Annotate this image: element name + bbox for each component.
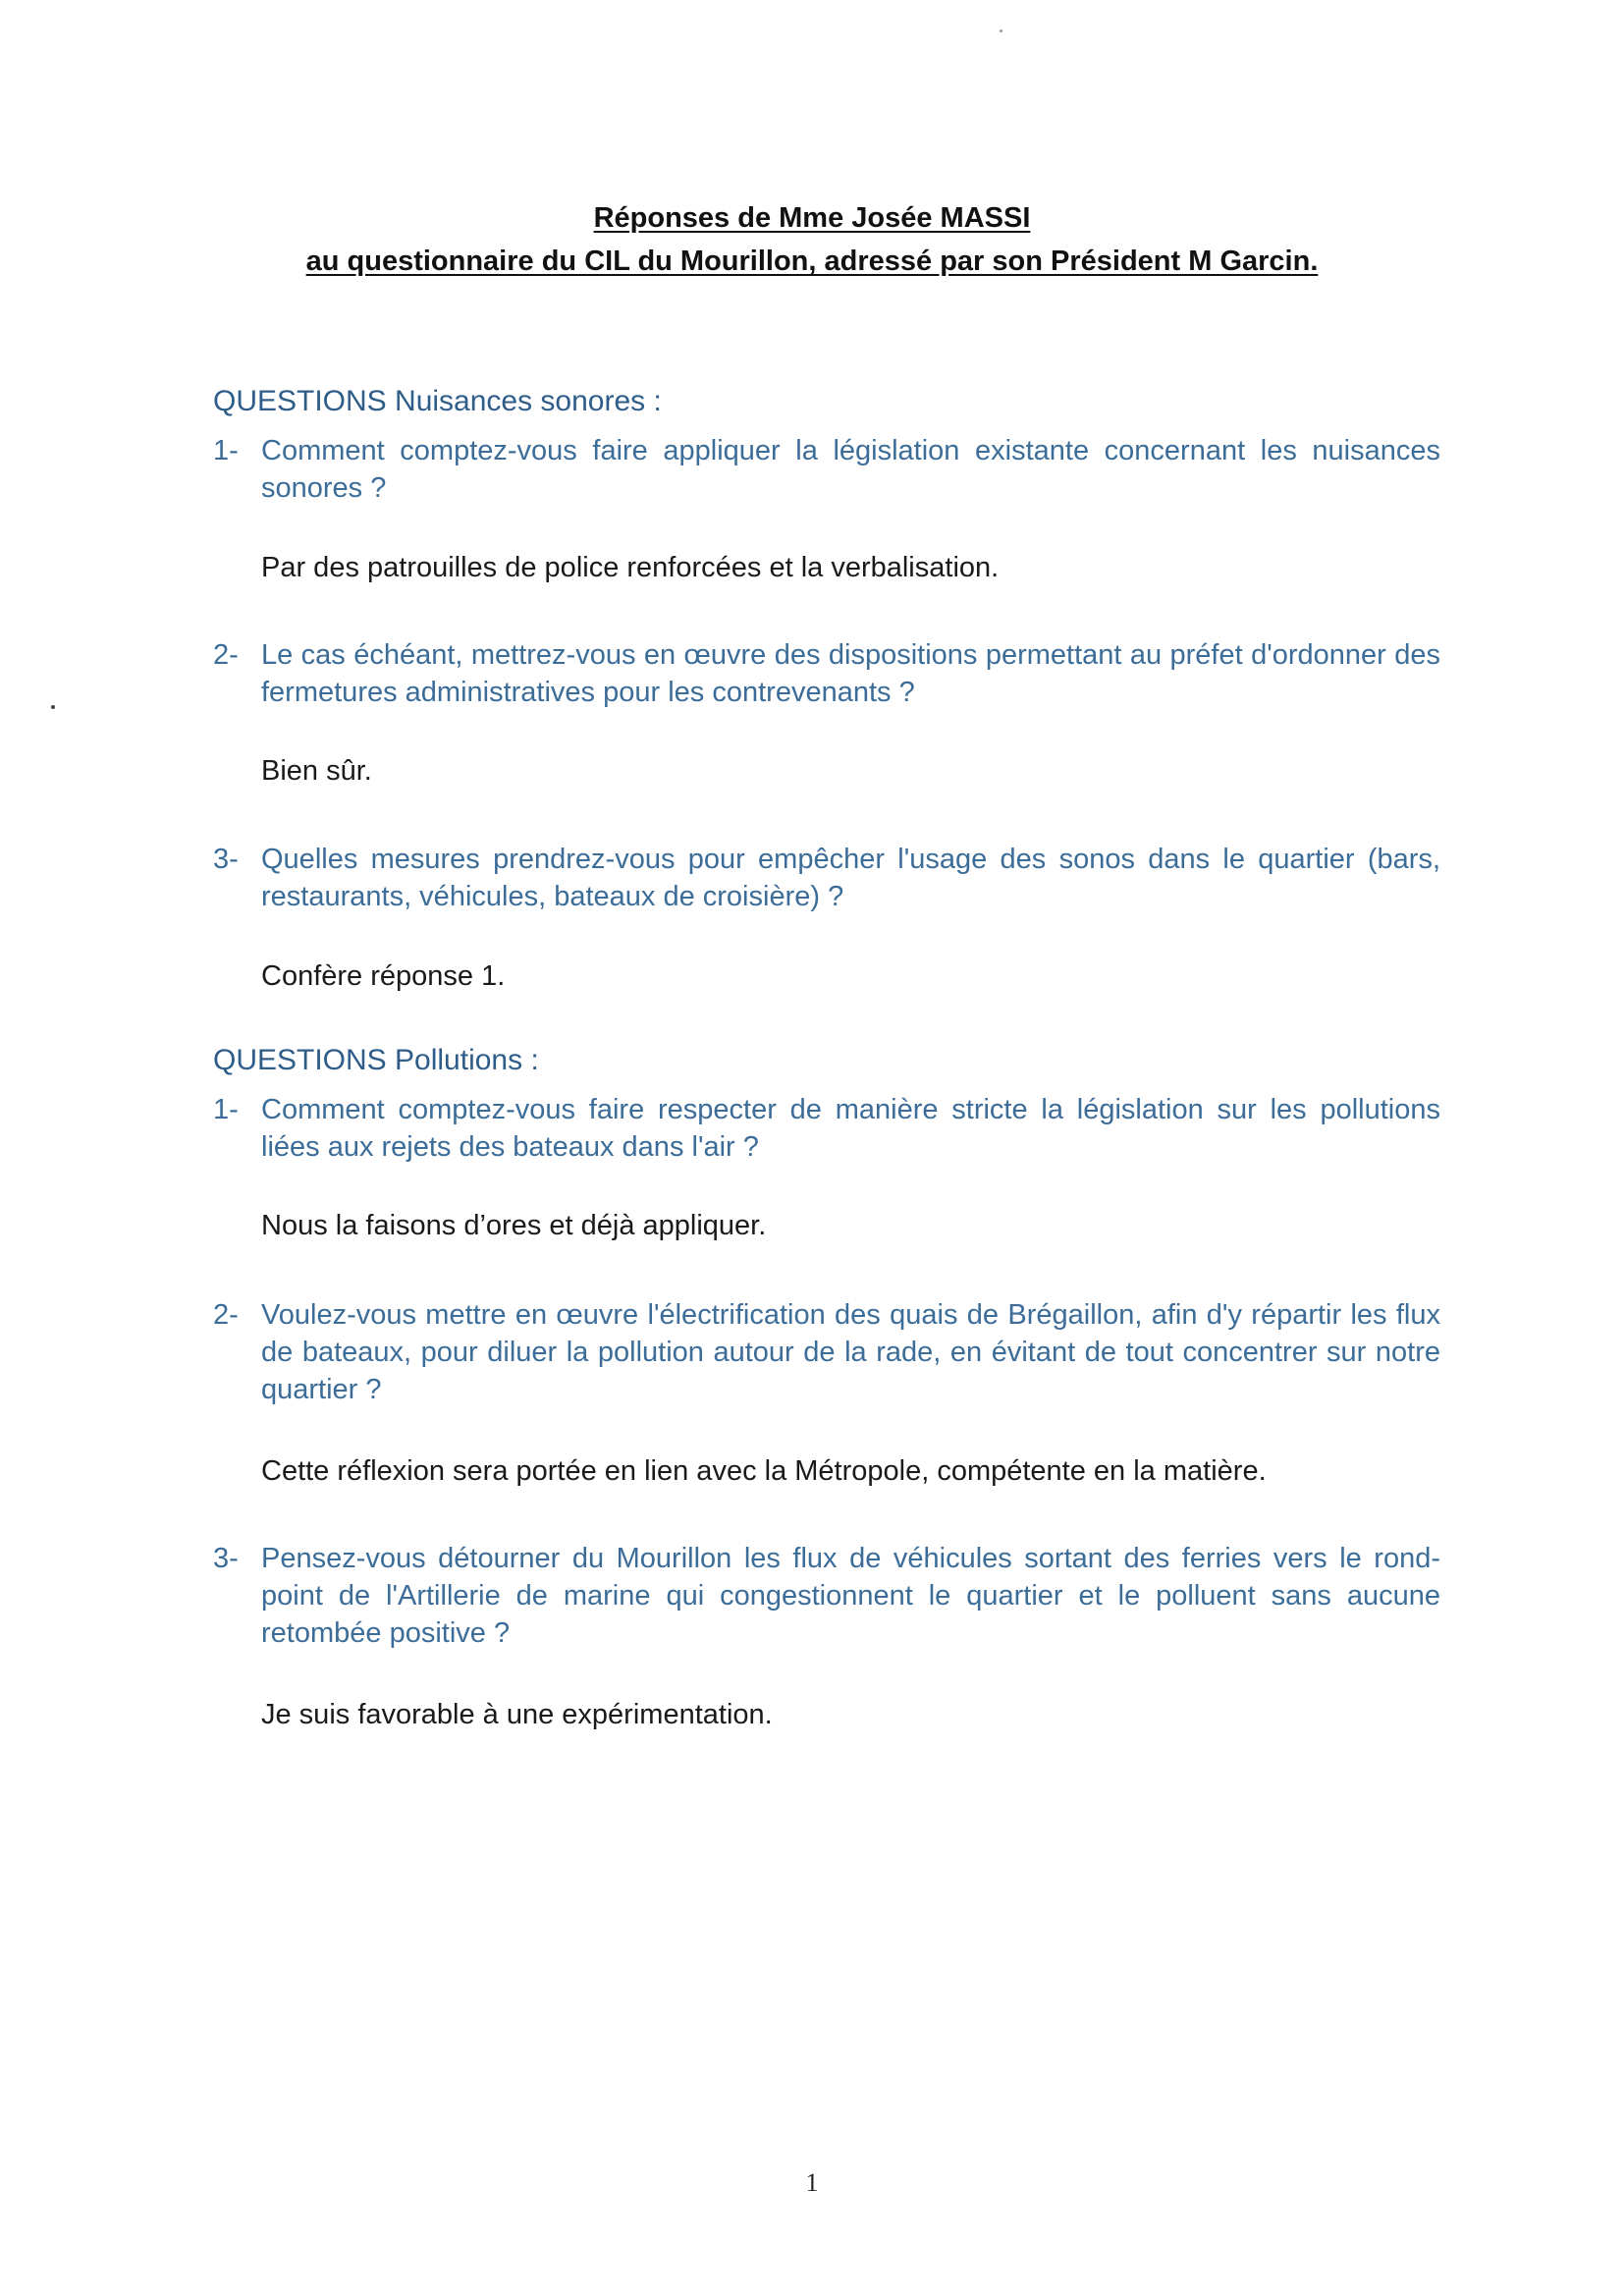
question-item <box>213 1540 1440 1652</box>
page-number: 1 <box>805 2168 819 2197</box>
question-item <box>213 1296 1440 1408</box>
section-title-noise: QUESTIONS Nuisances sonores : <box>213 385 662 417</box>
question-text: Comment comptez-vous faire appliquer la législation existante concernant les nuisances sonores ? <box>261 435 1440 504</box>
answer-text: Je suis favorable à une expérimentation. <box>261 1699 773 1730</box>
question-text: Comment comptez-vous faire respecter de manière stricte la législation sur les pollutions liées aux rejets des bateaux dans l'air ? <box>261 1094 1440 1163</box>
question-number: 3- <box>213 1543 239 1574</box>
question-item <box>213 841 1440 915</box>
question-text: Le cas échéant, mettrez-vous en œuvre des dispositions permettant au préfet d'ordonner des fermetures administratives pour les contrevenants ? <box>261 639 1440 708</box>
section-title-pollution: QUESTIONS Pollutions : <box>213 1044 539 1076</box>
document-title-line-2: au questionnaire du CIL du Mourillon, adressé par son Président M Garcin. <box>305 246 1319 277</box>
answer-text: Confère réponse 1. <box>261 960 506 992</box>
question-item <box>213 432 1440 507</box>
question-text: Voulez-vous mettre en œuvre l'électrification des quais de Brégaillon, afin d'y répartir les flux de bateaux, pour diluer la pollution autour de la rade, en évitant de tout concentrer sur notre quartier ? <box>261 1299 1440 1405</box>
scan-speck <box>51 705 55 709</box>
question-text: Pensez-vous détourner du Mourillon les flux de véhicules sortant des ferries vers le rond-point de l'Artillerie de marine qui congestionnent le quartier et le polluent sans aucune retombée positive ? <box>261 1543 1440 1649</box>
question-number: 2- <box>213 1299 239 1331</box>
question-text: Quelles mesures prendrez-vous pour empêcher l'usage des sonos dans le quartier (bars, restaurants, véhicules, bateaux de croisière) ? <box>261 844 1440 912</box>
document-title-line-1: Réponses de Mme Josée MASSI <box>593 202 1031 234</box>
question-number: 1- <box>213 1094 239 1125</box>
question-number: 2- <box>213 639 239 671</box>
question-item <box>213 1091 1440 1166</box>
answer-text: Bien sûr. <box>261 755 372 787</box>
answer-text: Cette réflexion sera portée en lien avec la Métropole, compétente en la matière. <box>261 1455 1267 1487</box>
question-number: 3- <box>213 844 239 875</box>
scan-speck <box>1000 29 1002 32</box>
answer-text: Nous la faisons d’ores et déjà appliquer. <box>261 1210 767 1241</box>
question-item <box>213 636 1440 711</box>
answer-text: Par des patrouilles de police renforcées et la verbalisation. <box>261 552 1000 583</box>
question-number: 1- <box>213 435 239 466</box>
